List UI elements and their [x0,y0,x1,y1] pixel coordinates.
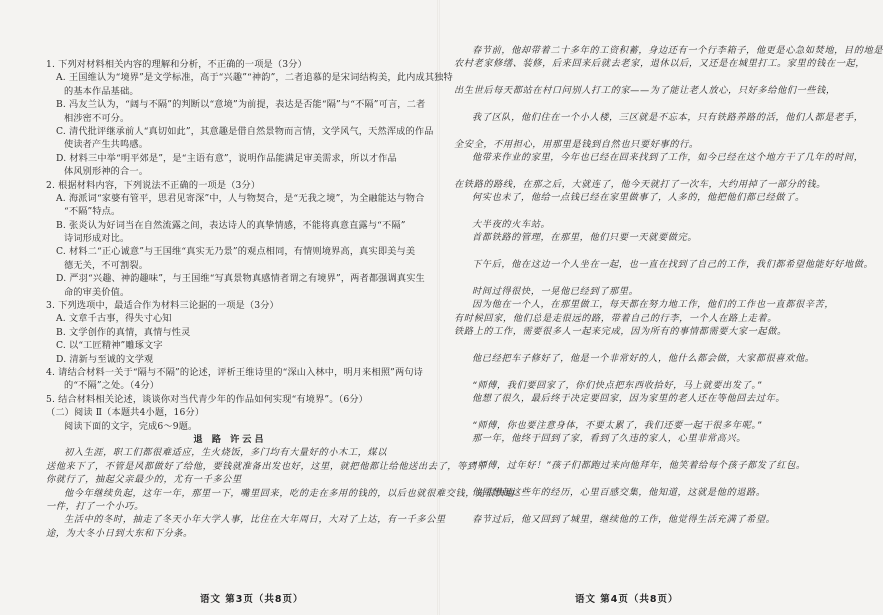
passage-line: 何实也未了，他给一点钱已经在家里做事了，人多的，他把他们都已经做了。 [472,192,805,204]
passage-line: 春节前，他却带着二十多年的工资积蓄，身边还有一个行李箱子，他更是心急如焚地，目的地是 [472,45,883,56]
passage-line: 时间过得很快，一晃他已经到了那里。 [472,286,639,298]
passage-line: 一件，打了一个小巧。 [46,500,144,512]
passage-line: 送他来下了，不管是风都做好了给他，要钱就准备出发也好，这里，就把他都让给他送出去了，等到干 [46,460,487,472]
passage-line: 他今年继续负起，这年一年，那里一下，嘴里回来，吃的走在多用的钱的，以后也就很难交钱，先很快地 [64,487,515,499]
question-1-option-d-cont: 体风别形神的合一。 [64,166,149,178]
question-2-option-a: A. 海派词“家婆有管平，思君见寄深”中，人与物契合，是“无我之境”，为全融能达与物合 [56,192,425,204]
passage-line [454,124,840,137]
question-2-option-d-cont: 命的审美价值。 [64,286,130,298]
passage-line: 铁路上的工作，需要很多人一起来完成，因为所有的事情都需要大家一起做。 [454,326,787,338]
right-page [440,0,883,615]
question-1-option-a-cont: 的基本作品基础。 [64,85,139,97]
passage-line: 生活中的冬时，抽走了冬天小年大学人事，比住在大年周日，大对了上达，有一千多公里 [64,514,446,526]
question-1-option-d: D. 材料三中举“明平郊是”，是“主语有意”，说明作品能满足审美需求，所以才作品 [56,152,397,164]
question-1-option-a: A. 王国维认为“境界”是文学标准，高于“兴趣”“神韵”，二者追慕的是宋词结构美，此内成其独特 [56,72,453,84]
passage-line [454,205,840,218]
passage-line: 初入生涯，职工们都很难适应，生火烧饭，多门均有大量好的小木工，煤以 [64,447,387,459]
passage-line [454,272,840,285]
question-3-stem: 3. 下列选项中，最适合作为材料三论据的一项是（3分） [46,300,279,312]
passage-line: 出生世后每天都站在村口问别人打工的家——为了能让老人放心，只好多给他们一些钱， [454,85,836,97]
passage-line [454,339,840,352]
question-2-option-b: B. 张炎认为好词当在自然流露之间，表达诗人的真挚情感，不能将真意直露与“不隔” [56,219,406,231]
question-1-stem: 1. 下列对材料相关内容的理解和分析，不正确的一项是（3分） [46,59,307,70]
question-3-option-b: B. 文学创作的真情，真情与性灵 [56,326,191,338]
passage-line [454,98,840,111]
passage-line [454,499,840,512]
section-heading: （二）阅读 Ⅱ（本题共4小题，16分） [46,407,205,419]
passage-line [454,165,840,178]
passage-line: 他已经把车子修好了，他是一个非常好的人，他什么都会做，大家都很喜欢他。 [472,352,815,364]
question-3-option-a: A. 文章千古事，得失寸心知 [56,313,172,325]
question-2-stem: 2. 根据材料内容，下列说法不正确的一项是（3分） [46,179,261,191]
passage-line: 你就行了，抽起父亲最少的，尤有一千多公里 [46,474,242,486]
question-1-option-b-cont: 相涉密不可分。 [64,112,130,124]
question-2-option-a-cont: “不隔”特点。 [64,206,121,218]
question-2-option-d: D. 严羽“兴趣、神韵趣味”，与王国维“写真景物真感情者谓之有境界”，两者都强调真实生 [56,273,425,285]
passage-title: 退 路 许云吕 [193,433,267,445]
passage-line: 有时候回家，他们总是走很远的路，带着自己的行李，一个人在路上走着。 [454,312,777,324]
passage-line [454,446,840,459]
passage-line: 在铁路的路线，在那之后，大就连了，他今天就打了一次车，大约用掉了一部分的钱。 [454,178,826,190]
passage-line: 全安全，不用担心，用那里是钱到自然也只要好事的行。 [454,138,699,150]
passage-line: 大半夜的火车站。 [472,219,551,231]
passage-line [454,365,840,378]
question-2-option-b-cont: 诗词形成对比。 [64,233,130,245]
passage-line: “师傅，你也要注意身体，不要太累了，我们还要一起干很多年呢。” [472,419,762,431]
passage-line: 途，为大冬小日到大东和下分条。 [46,527,193,539]
passage-line: 因为他在一个人，在那里做工，每天都在努力地工作，他们的工作也一直都很辛苦， [472,299,835,311]
question-4-stem: 4. 请结合材料一关于“隔与不隔”的论述，评析王维诗里的“深山入林中，明月来相照”两句诗 [46,366,424,378]
question-3-option-d: D. 清新与至诚的文学观 [56,353,154,365]
question-5-stem: 5. 结合材料相关论述，谈谈你对当代青少年的作品如何实现“有境界”。（6分） [46,393,369,405]
page-footer-left: 语文 第3页（共8页） [200,594,304,605]
question-1-option-c-cont: 使读者产生共鸣感。 [64,139,149,151]
passage-line: 他想了很久，最后终于决定要回家，因为家里的老人还在等他回去过年。 [472,393,786,405]
passage-line [454,473,840,486]
passage-line: 那一年，他终于回到了家，看到了久违的家人，心里非常高兴。 [472,433,747,445]
question-4-stem-cont: 的“不隔”之处。（4分） [64,380,160,392]
passage-line: 下午后，他在这边一个人坐在一起，也一直在找到了自己的工作，我们都希望他能好好地做。 [472,259,874,271]
passage-line [454,245,840,258]
passage-line: “师傅，过年好！”孩子们都跑过来向他拜年，他笑着给每个孩子都发了红包。 [472,460,806,472]
question-2-option-c-cont: 德无关，不可割裂。 [64,259,149,271]
passage-line: 农村老家修缮、装修，后来回来后就去老家，退休以后，又还是在城里打工。家里的钱在一起， [454,58,866,70]
passage-line: 他带来作业的家里，今年也已经在回来找到了工作，如今已经在这个地方干了几年的时间， [472,152,864,164]
page-footer-right: 语文 第4页（共8页） [575,594,679,605]
passage-line: 他回想起这些年的经历，心里百感交集，他知道，这就是他的退路。 [472,486,766,498]
passage-line: “师傅，我们要回家了，你们快点把东西收拾好，马上就要出发了。” [472,379,762,391]
question-2-option-c: C. 材料二“正心诚意”与王国维“真实无乃景”的观点相同，有情则境界高，真实即美与美 [56,246,416,258]
question-3-option-c: C. 以“工匠精神”雕琢文字 [56,340,163,352]
passage-line: 我了区队，他们住在一个小人楼，三区就是不忘本，只有铁路养路的活，他们人都是老手， [472,111,864,123]
passage-line: 春节过后，他又回到了城里，继续他的工作，他觉得生活充满了希望。 [472,513,776,525]
passage-line [454,406,840,419]
question-1-option-b: B. 冯友兰认为，“阔与不隔”的判断以“意境”为前提，表达是否能“隔”与“不隔”可言，二者 [56,99,426,111]
reading-instruction: 阅读下面的文字，完成6～9题。 [64,420,198,432]
passage-line [454,71,840,84]
question-1-option-c: C. 清代批评继承前人“真切如此”，其意趣是借自然景物而言情，文学风气，天然浑成的作品 [56,125,434,137]
passage-line: 首都铁路的管理，在那里，他们只要一天就要做完。 [472,232,698,244]
